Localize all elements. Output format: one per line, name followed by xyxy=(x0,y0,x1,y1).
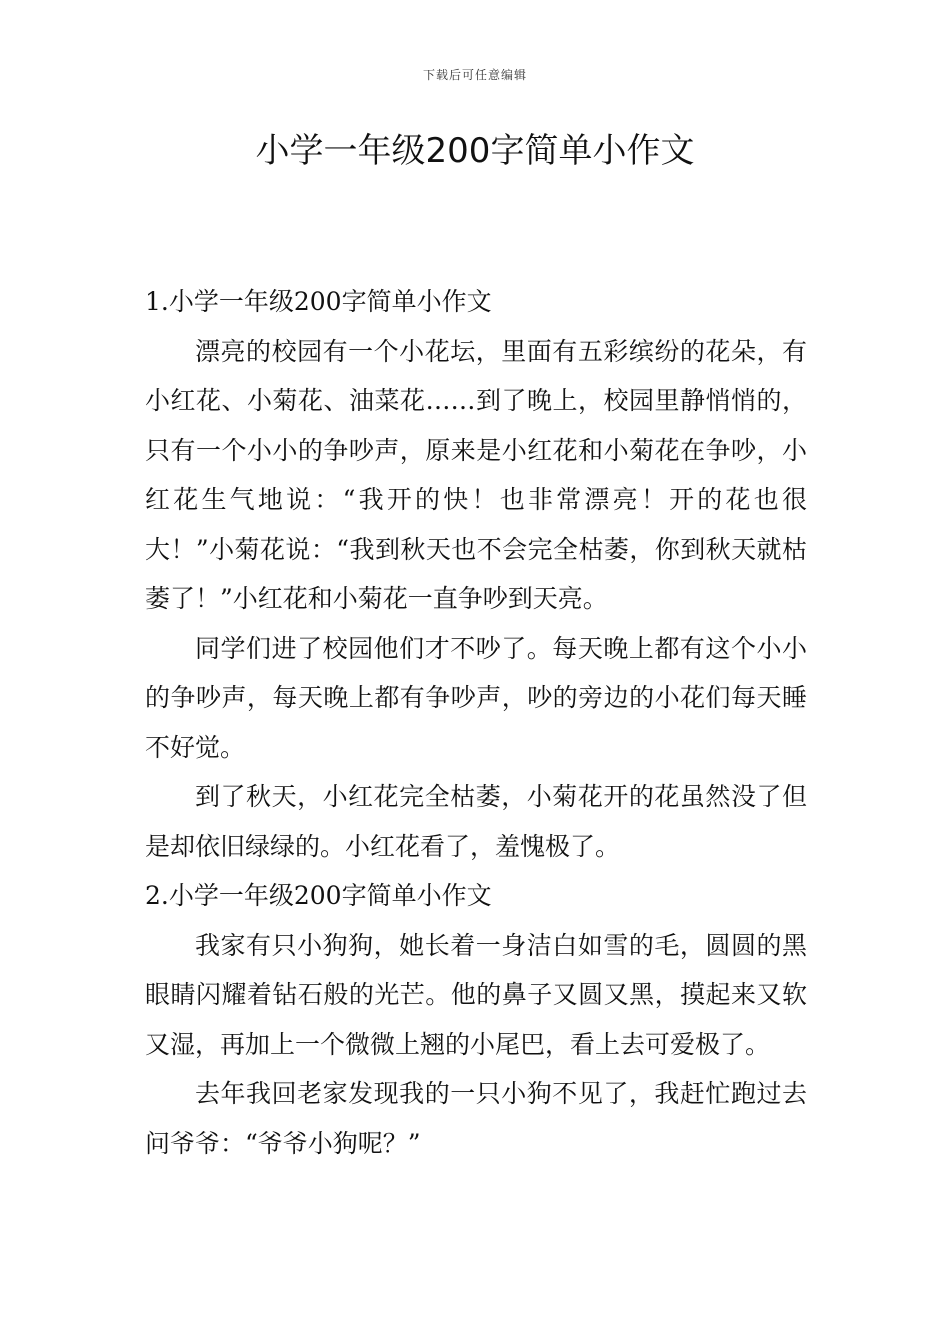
page-title: 小学一年级200字简单小作文 xyxy=(255,131,695,171)
paragraph: 同学们进了校园他们才不吵了。每天晚上都有这个小小的争吵声，每天晚上都有争吵声，吵的旁边的小花们每天睡不好觉。 xyxy=(145,633,807,762)
section-heading: 2.小学一年级200字简单小作文 xyxy=(145,881,492,910)
document-body xyxy=(145,277,807,1168)
paragraph: 到了秋天，小红花完全枯萎，小菊花开的花虽然没了但是却依旧绿绿的。小红花看了，羞愧极了。 xyxy=(145,782,807,861)
section-heading: 1.小学一年级200字简单小作文 xyxy=(145,287,492,316)
paragraph: 我家有只小狗狗，她长着一身洁白如雪的毛，圆圆的黑眼睛闪耀着钻石般的光芒。他的鼻子又圆又黑，摸起来又软又湿，再加上一个微微上翘的小尾巴，看上去可爱极了。 xyxy=(145,930,807,1059)
paragraph: 去年我回老家发现我的一只小狗不见了，我赶忙跑过去问爷爷：“爷爷小狗呢？” xyxy=(145,1079,807,1158)
essay-section-1 xyxy=(145,277,807,871)
essay-section-2 xyxy=(145,871,807,1168)
paragraph: 漂亮的校园有一个小花坛，里面有五彩缤纷的花朵，有小红花、小菊花、油菜花……到了晚上，校园里静悄悄的，只有一个小小的争吵声，原来是小红花和小菊花在争吵，小红花生气地说：“我开的快！也非常漂亮！开的花也很大！”小菊花说：“我到秋天也不会完全枯萎，你到秋天就枯萎了！”小红花和小菊花一直争吵到天亮。 xyxy=(145,336,807,613)
header-note: 下载后可任意编辑 xyxy=(422,68,527,82)
